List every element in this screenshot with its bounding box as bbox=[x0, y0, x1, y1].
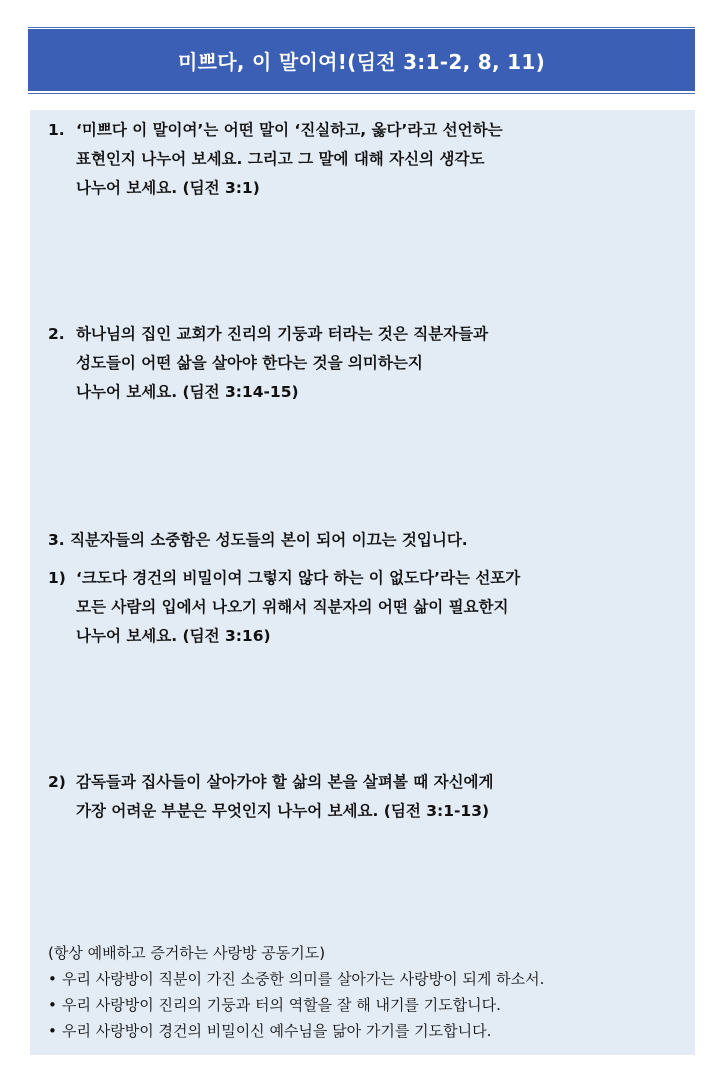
title-bottom-rule bbox=[28, 93, 695, 94]
question-1-line-2: 표현인지 나누어 보세요. 그리고 그 말에 대해 자신의 생각도 bbox=[76, 150, 485, 168]
prayer-item-text: 우리 사랑방이 경건의 비밀이신 예수님을 닮아 가기를 기도합니다. bbox=[62, 1022, 492, 1040]
question-2-line-1: 하나님의 집인 교회가 진리의 기둥과 터라는 것은 직분자들과 bbox=[76, 325, 489, 343]
question-3-sub-1-line-1: ‘크도다 경건의 비밀이여 그렇지 않다 하는 이 없도다’라는 선포가 bbox=[76, 569, 521, 587]
bullet-icon: • bbox=[48, 1022, 57, 1040]
question-1-line-3: 나누어 보세요. (딤전 3:1) bbox=[76, 179, 260, 197]
question-2-number: 2. bbox=[48, 325, 65, 343]
prayer-item bbox=[48, 966, 688, 992]
prayer-item bbox=[48, 992, 688, 1018]
title-banner bbox=[28, 29, 695, 91]
question-1 bbox=[48, 116, 678, 203]
prayer-title: (항상 예배하고 증거하는 사랑방 공동기도) bbox=[48, 944, 326, 962]
question-2 bbox=[48, 320, 678, 407]
question-3-sub-1-line-2: 모든 사람의 입에서 나오기 위해서 직분자의 어떤 삶이 필요한지 bbox=[76, 598, 509, 616]
question-3-sub-1-line-3: 나누어 보세요. (딤전 3:16) bbox=[76, 627, 271, 645]
question-3-sub-2 bbox=[48, 768, 678, 826]
question-3-heading: 3. 직분자들의 소중함은 성도들의 본이 되어 이끄는 것입니다. bbox=[48, 531, 468, 549]
question-2-line-2: 성도들이 어떤 삶을 살아야 한다는 것을 의미하는지 bbox=[76, 354, 423, 372]
title-top-rule bbox=[28, 27, 695, 28]
question-3-sub-1 bbox=[48, 564, 678, 651]
question-3-sub-1-number: 1) bbox=[48, 569, 66, 587]
common-prayer bbox=[48, 940, 688, 1044]
question-3-sub-2-line-1: 감독들과 집사들이 살아가야 할 삶의 본을 살펴볼 때 자신에게 bbox=[76, 773, 494, 791]
question-3-sub-2-line-2: 가장 어려운 부분은 무엇인지 나누어 보세요. (딤전 3:1-13) bbox=[76, 802, 490, 820]
page-title: 미쁘다, 이 말이여!(딤전 3:1-2, 8, 11) bbox=[177, 49, 546, 74]
question-2-line-3: 나누어 보세요. (딤전 3:14-15) bbox=[76, 383, 299, 401]
prayer-item-text: 우리 사랑방이 직분이 가진 소중한 의미를 살아가는 사랑방이 되게 하소서. bbox=[62, 970, 545, 988]
question-panel bbox=[30, 110, 695, 1055]
bullet-icon: • bbox=[48, 996, 57, 1014]
prayer-item bbox=[48, 1018, 688, 1044]
question-3-sub-2-number: 2) bbox=[48, 773, 66, 791]
question-1-line-1: ‘미쁘다 이 말이여’는 어떤 말이 ‘진실하고, 옳다’라고 선언하는 bbox=[76, 121, 503, 139]
question-1-number: 1. bbox=[48, 121, 65, 139]
bullet-icon: • bbox=[48, 970, 57, 988]
prayer-item-text: 우리 사랑방이 진리의 기둥과 터의 역할을 잘 해 내기를 기도합니다. bbox=[62, 996, 501, 1014]
